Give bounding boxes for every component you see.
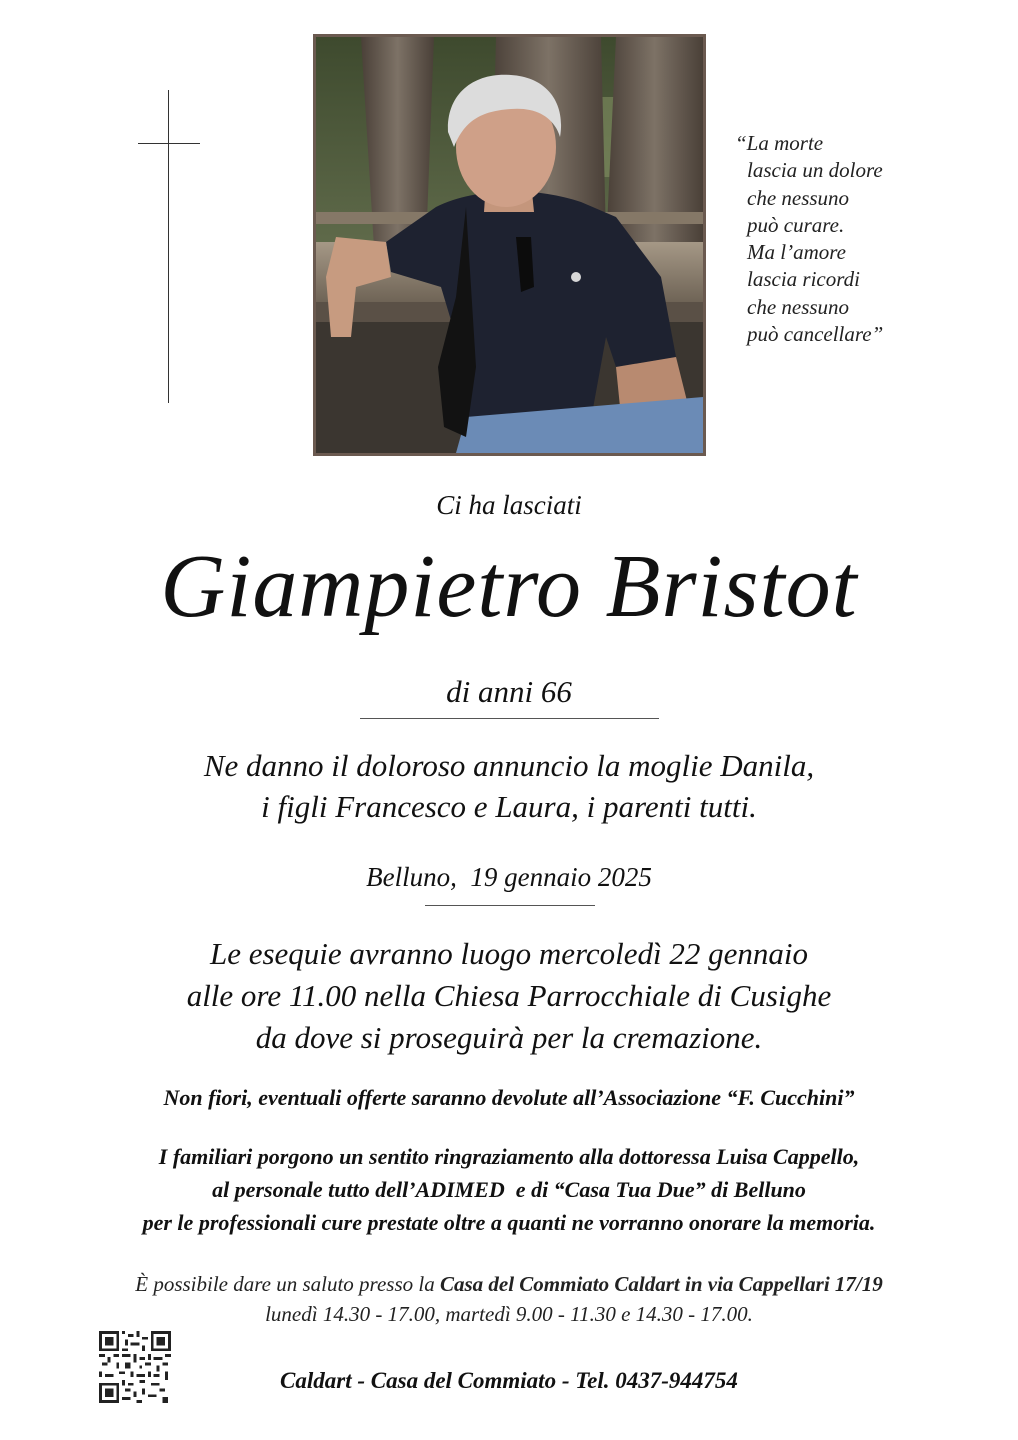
thanks-line: al personale tutto dell’ADIMED e di “Casa Tua Due” di Belluno: [212, 1177, 806, 1202]
visit-info: [0, 1272, 1018, 1297]
portrait-photo: [313, 34, 706, 456]
funeral-line: da dove si proseguirà per la cremazione.: [255, 1020, 763, 1055]
funeral-line: alle ore 11.00 nella Chiesa Parrocchiale di Cusighe: [186, 978, 832, 1013]
divider: [360, 718, 659, 719]
visit-hours: lunedì 14.30 - 17.00, martedì 9.00 - 11.30 e 14.30 - 17.00.: [265, 1302, 753, 1326]
quote-line: lascia ricordi: [747, 267, 860, 292]
quote-line: può cancellare”: [747, 322, 884, 347]
intro-text: Ci ha lasciati: [436, 490, 582, 520]
divider: [425, 905, 595, 906]
quote-line: che nessuno: [747, 185, 850, 210]
flowers-notice: Non fiori, eventuali offerte saranno devolute all’Associazione “F. Cucchini”: [163, 1085, 855, 1110]
cross-vertical-bar: [168, 90, 169, 403]
contact-info: Caldart - Casa del Commiato - Tel. 0437-944754: [280, 1368, 738, 1393]
visit-location: Casa del Commiato Caldart in via Cappellari 17/19: [439, 1272, 883, 1296]
funeral-line: Le esequie avranno luogo mercoledì 22 gennaio: [209, 936, 809, 971]
portrait-illustration: [316, 37, 703, 453]
quote-line: può curare.: [747, 212, 845, 237]
cross-horizontal-bar: [138, 143, 200, 144]
quote-line: “La morte: [735, 131, 824, 155]
quote-line: lascia un dolore: [747, 158, 883, 183]
thanks-line: per le professionali cure prestate oltre a quanti ne vorranno onorare la memoria.: [142, 1210, 876, 1235]
age-text: di anni 66: [446, 674, 572, 709]
deceased-name: Giampietro Bristot: [160, 537, 858, 636]
announcement-line: Ne danno il doloroso annuncio la moglie Danila,: [203, 748, 815, 783]
place-date: Belluno, 19 gennaio 2025: [366, 862, 652, 892]
memorial-quote: [735, 130, 883, 348]
quote-line: Ma l’amore: [747, 240, 846, 265]
quote-line: che nessuno: [747, 294, 850, 319]
thanks-line: I familiari porgono un sentito ringraziamento alla dottoressa Luisa Cappello,: [158, 1144, 860, 1169]
announcement-line: i figli Francesco e Laura, i parenti tutti.: [261, 789, 757, 824]
visit-prefix: È possibile dare un saluto presso la: [135, 1272, 440, 1296]
